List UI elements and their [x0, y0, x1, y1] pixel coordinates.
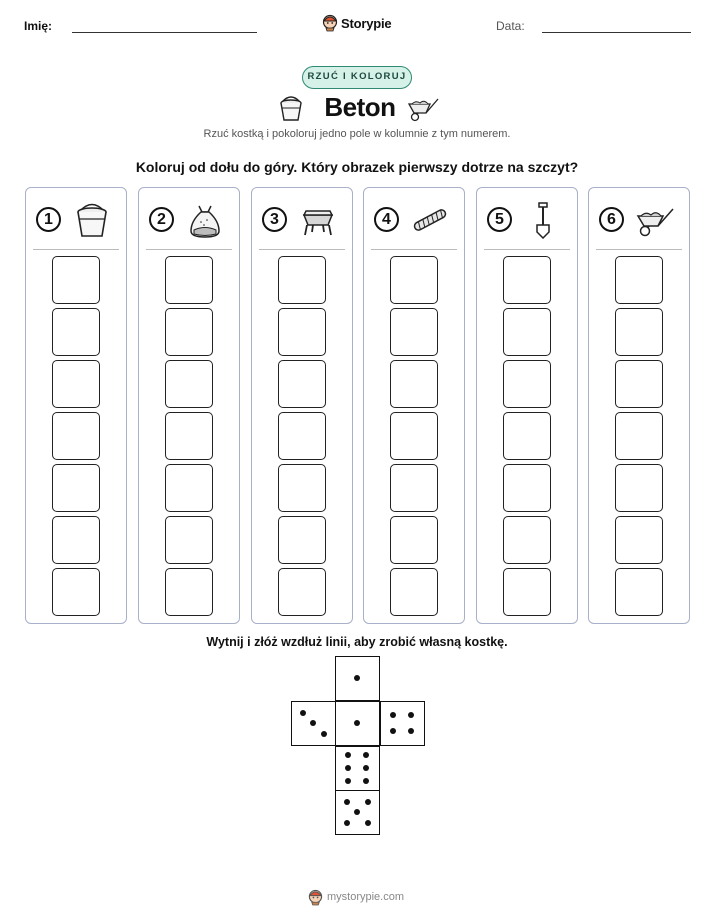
column-1 — [25, 187, 127, 624]
die-face-6 — [335, 746, 380, 791]
die-pip — [363, 752, 369, 758]
column-divider — [484, 249, 570, 250]
die-pip — [365, 820, 371, 826]
page-title: Beton — [324, 92, 396, 122]
color-cell — [278, 464, 326, 512]
die-face-3 — [291, 701, 336, 746]
color-cell — [165, 516, 213, 564]
color-cell — [278, 516, 326, 564]
color-cell — [278, 412, 326, 460]
column-number: 1 — [36, 207, 61, 232]
column-number: 6 — [599, 207, 624, 232]
die-pip — [408, 728, 414, 734]
name-label: Imię: — [24, 19, 53, 33]
color-cell — [615, 308, 663, 356]
die-pip — [354, 809, 360, 815]
color-cell — [52, 256, 100, 304]
color-cell — [52, 360, 100, 408]
column-number: 2 — [149, 207, 174, 232]
cement-sack-icon — [185, 201, 225, 239]
die-face-4 — [380, 701, 425, 746]
color-cell — [503, 360, 551, 408]
rebar-icon — [410, 201, 450, 239]
date-line — [542, 32, 691, 33]
footer-url: mystorypie.com — [327, 891, 405, 903]
bucket-icon — [278, 94, 304, 122]
pie-mascot-icon — [308, 889, 323, 906]
color-cell — [615, 412, 663, 460]
die-face-5 — [335, 790, 380, 835]
color-cell — [165, 360, 213, 408]
color-cell — [165, 412, 213, 460]
mixing-tub-icon — [298, 201, 338, 239]
instruction: Koloruj od dołu do góry. Który obrazek pierwszy dotrze na szczyt? — [135, 159, 579, 175]
color-cell — [503, 568, 551, 616]
date-label: Data: — [496, 19, 525, 33]
title-row — [276, 92, 442, 124]
brand-name: Storypie — [341, 15, 392, 31]
die-pip — [345, 778, 351, 784]
column-number: 3 — [262, 207, 287, 232]
color-cell — [52, 568, 100, 616]
column-divider — [371, 249, 457, 250]
die-face-1 — [335, 656, 380, 701]
die-pip — [310, 720, 316, 726]
column-divider — [146, 249, 232, 250]
color-cell — [390, 256, 438, 304]
color-cell — [390, 360, 438, 408]
die-pip — [345, 765, 351, 771]
die-pip — [365, 799, 371, 805]
color-cell — [165, 464, 213, 512]
color-cell — [390, 568, 438, 616]
die-pip — [363, 765, 369, 771]
die-pip — [300, 710, 306, 716]
color-cell — [52, 308, 100, 356]
column-6 — [588, 187, 690, 624]
color-cell — [278, 308, 326, 356]
shovel-icon — [523, 201, 563, 239]
column-2 — [138, 187, 240, 624]
color-cell — [165, 256, 213, 304]
die-pip — [390, 712, 396, 718]
color-cell — [503, 412, 551, 460]
brand-logo — [322, 12, 392, 34]
color-cell — [165, 308, 213, 356]
cut-instruction: Wytnij i złóż wzdłuż linii, aby zrobić własną kostkę. — [206, 635, 508, 649]
color-cell — [615, 516, 663, 564]
color-cell — [278, 568, 326, 616]
color-cell — [278, 360, 326, 408]
name-line — [72, 32, 257, 33]
color-cell — [615, 464, 663, 512]
pie-mascot-icon — [322, 14, 338, 32]
column-divider — [33, 249, 119, 250]
die-pip — [354, 720, 360, 726]
subtitle: Rzuć kostką i pokoloruj jedno pole w kolumnie z tym numerem. — [203, 128, 511, 140]
color-cell — [615, 568, 663, 616]
footer — [308, 887, 408, 907]
column-number: 4 — [374, 207, 399, 232]
color-cell — [165, 568, 213, 616]
die-face-1 — [335, 701, 380, 746]
color-cell — [390, 516, 438, 564]
die-pip — [345, 752, 351, 758]
die-pip — [408, 712, 414, 718]
column-3 — [251, 187, 353, 624]
wheelbarrow-icon — [635, 201, 675, 239]
color-cell — [390, 308, 438, 356]
bucket-icon — [72, 201, 112, 239]
color-cell — [503, 308, 551, 356]
color-cell — [390, 412, 438, 460]
activity-badge: RZUĆ I KOLORUJ — [302, 66, 412, 89]
wheelbarrow-icon — [406, 94, 440, 122]
column-4 — [363, 187, 465, 624]
color-cell — [390, 464, 438, 512]
die-pip — [344, 799, 350, 805]
die-pip — [344, 820, 350, 826]
color-cell — [615, 360, 663, 408]
color-cell — [278, 256, 326, 304]
color-cell — [503, 464, 551, 512]
color-cell — [52, 412, 100, 460]
die-pip — [363, 778, 369, 784]
column-divider — [259, 249, 345, 250]
color-cell — [503, 256, 551, 304]
die-pip — [354, 675, 360, 681]
column-number: 5 — [487, 207, 512, 232]
color-cell — [615, 256, 663, 304]
column-5 — [476, 187, 578, 624]
column-divider — [596, 249, 682, 250]
die-pip — [321, 731, 327, 737]
color-cell — [52, 516, 100, 564]
color-cell — [52, 464, 100, 512]
color-cell — [503, 516, 551, 564]
die-pip — [390, 728, 396, 734]
